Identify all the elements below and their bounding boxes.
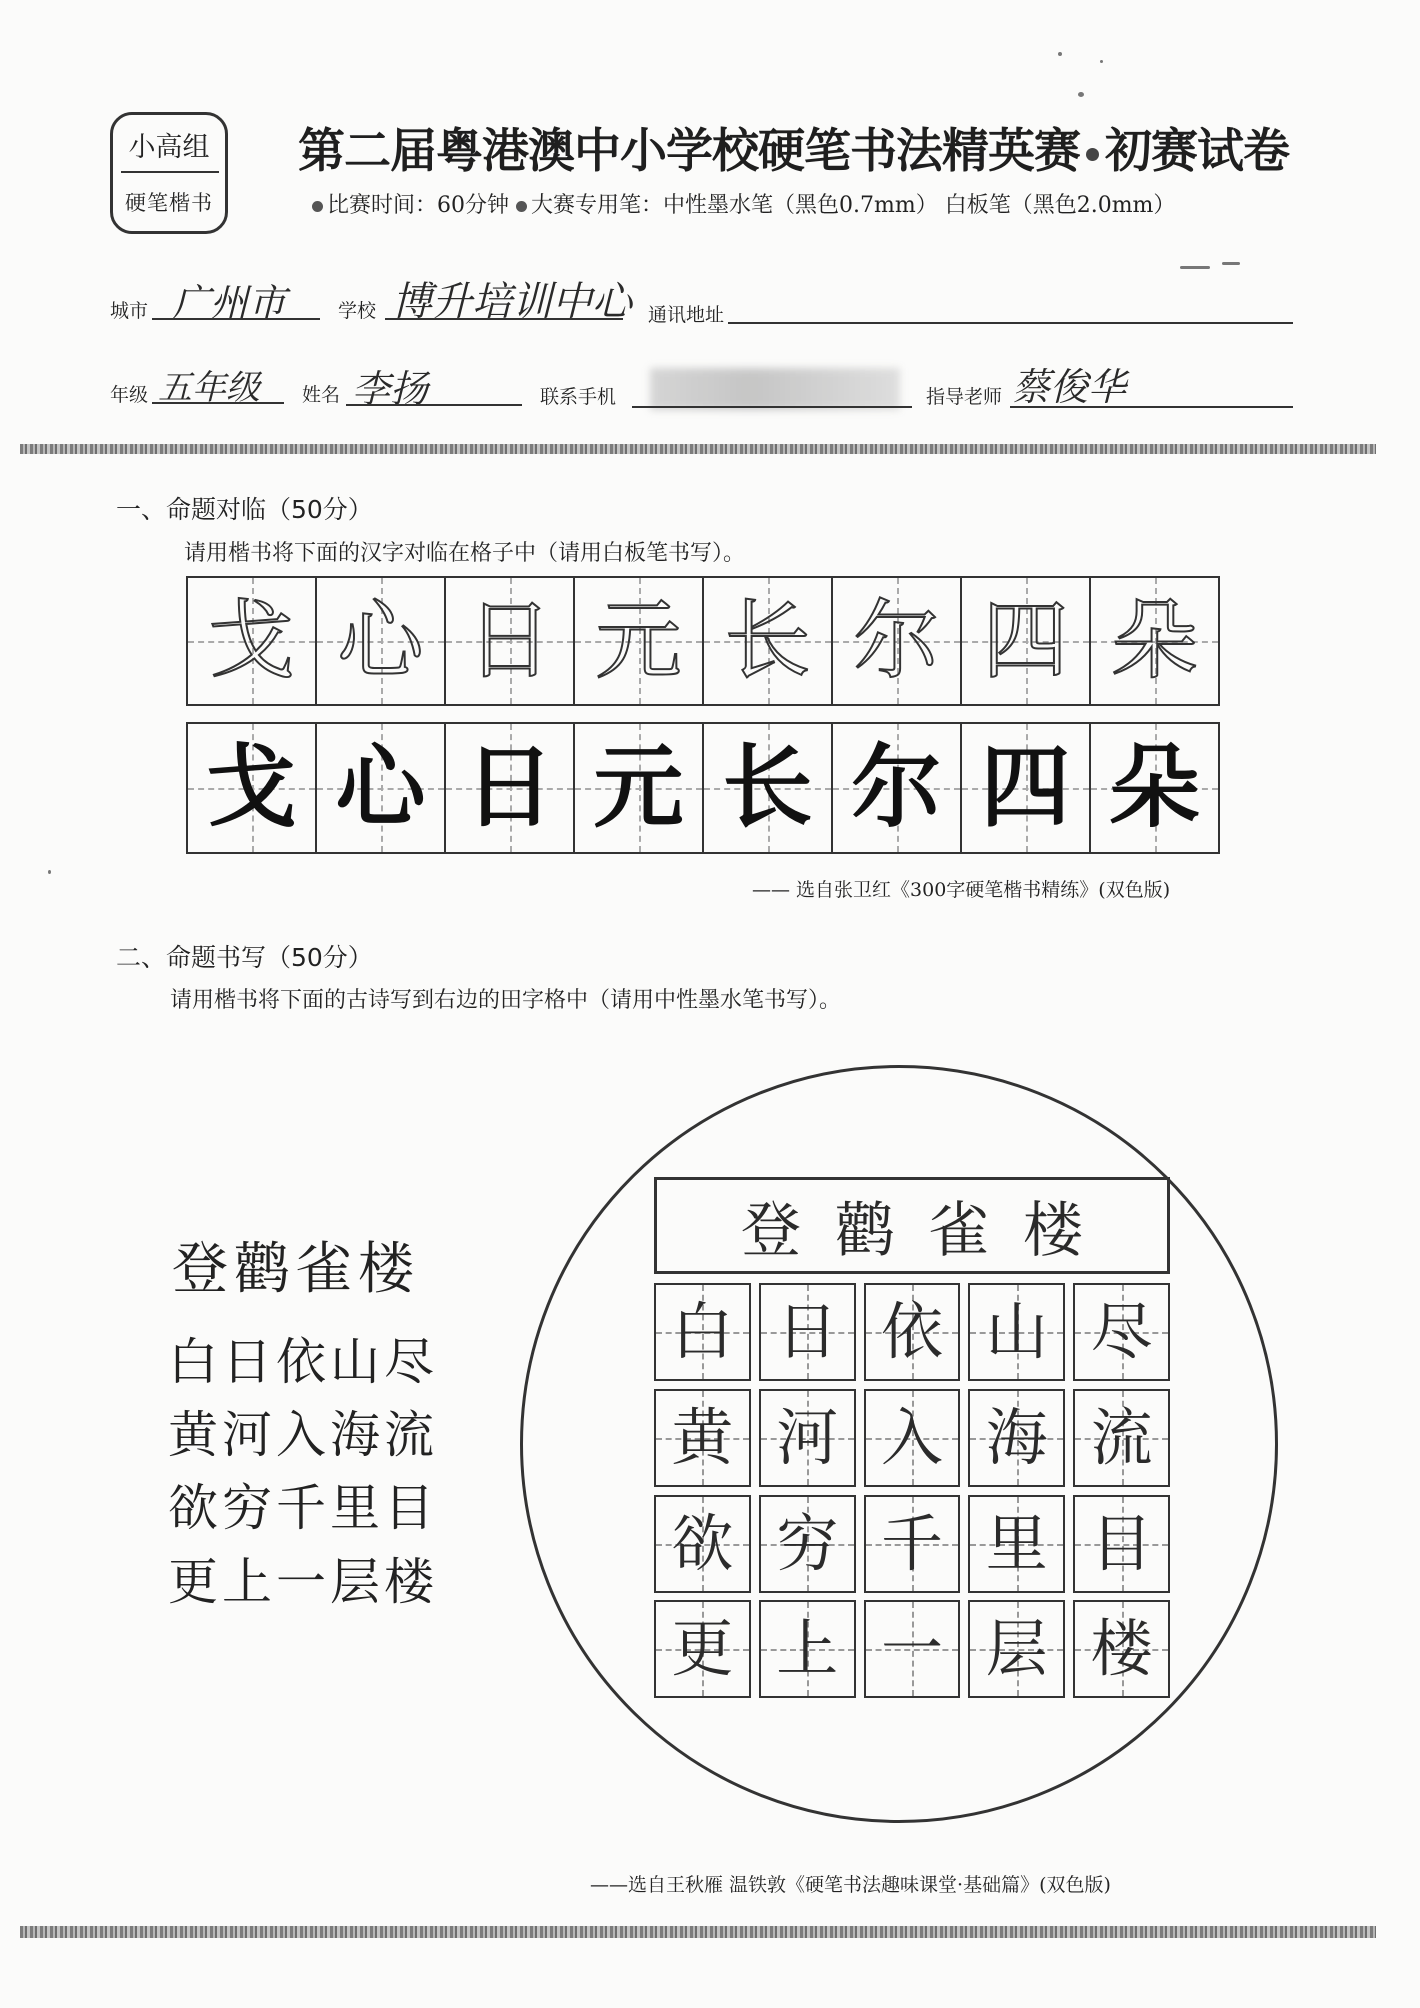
badge-style-label: 硬笔楷书 — [125, 191, 213, 215]
writing-cell[interactable] — [968, 1283, 1065, 1381]
model-char: 日 — [464, 735, 555, 840]
written-char: 层 — [985, 1612, 1048, 1685]
writing-cell[interactable] — [759, 1389, 856, 1487]
writing-cell[interactable] — [1073, 1389, 1170, 1487]
writing-cell[interactable] — [1073, 1600, 1170, 1698]
model-grid — [186, 722, 1220, 854]
written-char: 日 — [776, 1295, 839, 1368]
section2-instruction: 请用楷书将下面的古诗写到右边的田字格中（请用中性墨水笔书写）。 — [170, 988, 842, 1013]
bullet-icon — [312, 201, 323, 212]
scan-speck — [1078, 92, 1084, 97]
model-cell — [962, 724, 1091, 852]
section2-credit: ——选自王秋雁 温铁敦《硬笔书法趣味课堂·基础篇》(双色版) — [590, 1874, 1111, 1896]
model-char: 朵 — [1109, 735, 1200, 840]
scan-speck — [1180, 266, 1210, 269]
teacher-value: 蔡俊华 — [1012, 365, 1127, 409]
writing-cell[interactable] — [654, 1389, 751, 1487]
practice-cell[interactable] — [575, 578, 704, 704]
school-field[interactable] — [385, 318, 623, 320]
poem-line: 更上一层楼 — [168, 1553, 438, 1611]
model-char: 元 — [593, 735, 684, 840]
model-cell — [317, 724, 446, 852]
written-char: 依 — [880, 1295, 943, 1368]
written-char: 穷 — [776, 1507, 839, 1580]
scan-speck — [1058, 52, 1062, 56]
exam-pens: 大赛专用笔：中性墨水笔（黑色0.7mm） 白板笔（黑色2.0mm） — [531, 193, 1176, 218]
bullet-icon — [516, 201, 527, 212]
exam-time: 比赛时间：60分钟 — [327, 193, 509, 218]
name-field[interactable] — [346, 404, 522, 406]
model-cell — [704, 724, 833, 852]
footer-band — [20, 1926, 1376, 1938]
writing-row — [654, 1389, 1170, 1487]
practice-cell[interactable] — [317, 578, 446, 704]
writing-cell[interactable] — [1073, 1495, 1170, 1593]
model-char: 四 — [980, 735, 1071, 840]
written-char: 入 — [880, 1401, 943, 1474]
city-field[interactable] — [152, 318, 320, 320]
group-badge — [110, 112, 228, 234]
written-char: 尽 — [1090, 1295, 1153, 1368]
practice-char: 日 — [466, 591, 553, 691]
practice-char: 长 — [724, 591, 811, 691]
model-char: 长 — [722, 735, 813, 840]
writing-cell[interactable] — [759, 1495, 856, 1593]
writing-cell[interactable] — [864, 1389, 961, 1487]
name-label: 姓名 — [302, 384, 341, 406]
phone-field[interactable] — [632, 406, 912, 408]
badge-group-label: 小高组 — [128, 132, 210, 163]
writing-cell[interactable] — [759, 1600, 856, 1698]
practice-char: 元 — [595, 591, 682, 691]
section1-heading: 一、命题对临（50分） — [116, 495, 373, 524]
practice-cell[interactable] — [962, 578, 1091, 704]
practice-char: 心 — [337, 591, 424, 691]
address-label: 通讯地址 — [648, 304, 725, 326]
written-char: 山 — [985, 1295, 1048, 1368]
grade-label: 年级 — [110, 384, 149, 406]
writing-cell[interactable] — [864, 1283, 961, 1381]
model-cell — [188, 724, 317, 852]
writing-row — [654, 1600, 1170, 1698]
practice-char: 四 — [982, 591, 1069, 691]
teacher-field[interactable] — [1010, 406, 1293, 408]
model-char: 戈 — [206, 735, 297, 840]
grade-value: 五年级 — [158, 368, 260, 408]
written-char: 白 — [671, 1295, 734, 1368]
writing-cell[interactable] — [759, 1283, 856, 1381]
practice-cell[interactable] — [188, 578, 317, 704]
written-char: 一 — [880, 1612, 943, 1685]
model-cell — [833, 724, 962, 852]
written-char: 目 — [1090, 1507, 1153, 1580]
written-char: 黄 — [671, 1401, 734, 1474]
writing-row — [654, 1283, 1170, 1381]
practice-char: 戈 — [208, 591, 295, 691]
writing-cell[interactable] — [864, 1600, 961, 1698]
phone-label: 联系手机 — [540, 386, 617, 408]
title-bullet-icon — [1086, 148, 1099, 161]
scan-speck — [48, 870, 51, 874]
model-cell — [1091, 724, 1218, 852]
title-round: 初赛试卷 — [1105, 124, 1289, 179]
title-competition: 第二届粤港澳中小学校硬笔书法精英赛 — [298, 124, 1080, 179]
model-char: 尔 — [851, 735, 942, 840]
writing-row — [654, 1495, 1170, 1593]
practice-grid — [186, 576, 1220, 706]
written-char: 欲 — [671, 1507, 734, 1580]
city-label: 城市 — [110, 300, 149, 322]
poem-title: 登鹳雀楼 — [172, 1237, 420, 1302]
writing-cell[interactable] — [968, 1495, 1065, 1593]
page-title — [298, 114, 1289, 181]
writing-cell[interactable] — [864, 1495, 961, 1593]
school-value: 博升培训中心 — [392, 279, 632, 325]
practice-cell[interactable] — [704, 578, 833, 704]
writing-cell[interactable] — [968, 1389, 1065, 1487]
written-char: 更 — [671, 1612, 734, 1685]
practice-cell[interactable] — [1091, 578, 1218, 704]
city-value: 广州市 — [172, 281, 287, 325]
practice-cell[interactable] — [833, 578, 962, 704]
badge-divider — [121, 171, 219, 173]
address-field[interactable] — [728, 322, 1293, 324]
writing-cell[interactable] — [1073, 1283, 1170, 1381]
written-char: 河 — [776, 1401, 839, 1474]
divider-band — [20, 444, 1376, 454]
written-char: 楼 — [1090, 1612, 1153, 1685]
writing-cell[interactable] — [654, 1495, 751, 1593]
section2-heading: 二、命题书写（50分） — [116, 943, 373, 972]
writing-cell[interactable] — [654, 1600, 751, 1698]
practice-char: 朵 — [1111, 591, 1198, 691]
written-char: 海 — [985, 1401, 1048, 1474]
writing-cell[interactable] — [968, 1600, 1065, 1698]
section1-instruction: 请用楷书将下面的汉字对临在格子中（请用白板笔书写）。 — [184, 541, 746, 566]
grade-field[interactable] — [152, 402, 284, 404]
poem-line: 白日依山尽 — [168, 1333, 438, 1391]
written-title: 登鹳雀楼 — [741, 1195, 1117, 1266]
model-cell — [446, 724, 575, 852]
writing-cell[interactable] — [654, 1283, 751, 1381]
written-char: 里 — [985, 1507, 1048, 1580]
scan-speck — [1222, 262, 1240, 265]
poem-line: 黄河入海流 — [168, 1406, 438, 1464]
scan-speck — [1100, 60, 1103, 63]
practice-cell[interactable] — [446, 578, 575, 704]
written-title-box[interactable] — [654, 1177, 1170, 1274]
poem-line: 欲穷千里目 — [168, 1479, 438, 1537]
section1-credit: —— 选自张卫红《300字硬笔楷书精练》(双色版) — [752, 879, 1171, 901]
exam-info — [312, 188, 1175, 219]
name-value: 李扬 — [352, 367, 429, 411]
model-char: 心 — [335, 735, 426, 840]
school-label: 学校 — [338, 300, 377, 322]
written-char: 千 — [880, 1507, 943, 1580]
teacher-label: 指导老师 — [926, 386, 1003, 408]
model-cell — [575, 724, 704, 852]
phone-value-redacted — [650, 368, 900, 410]
practice-char: 尔 — [853, 591, 940, 691]
written-char: 流 — [1090, 1401, 1153, 1474]
written-char: 上 — [776, 1612, 839, 1685]
